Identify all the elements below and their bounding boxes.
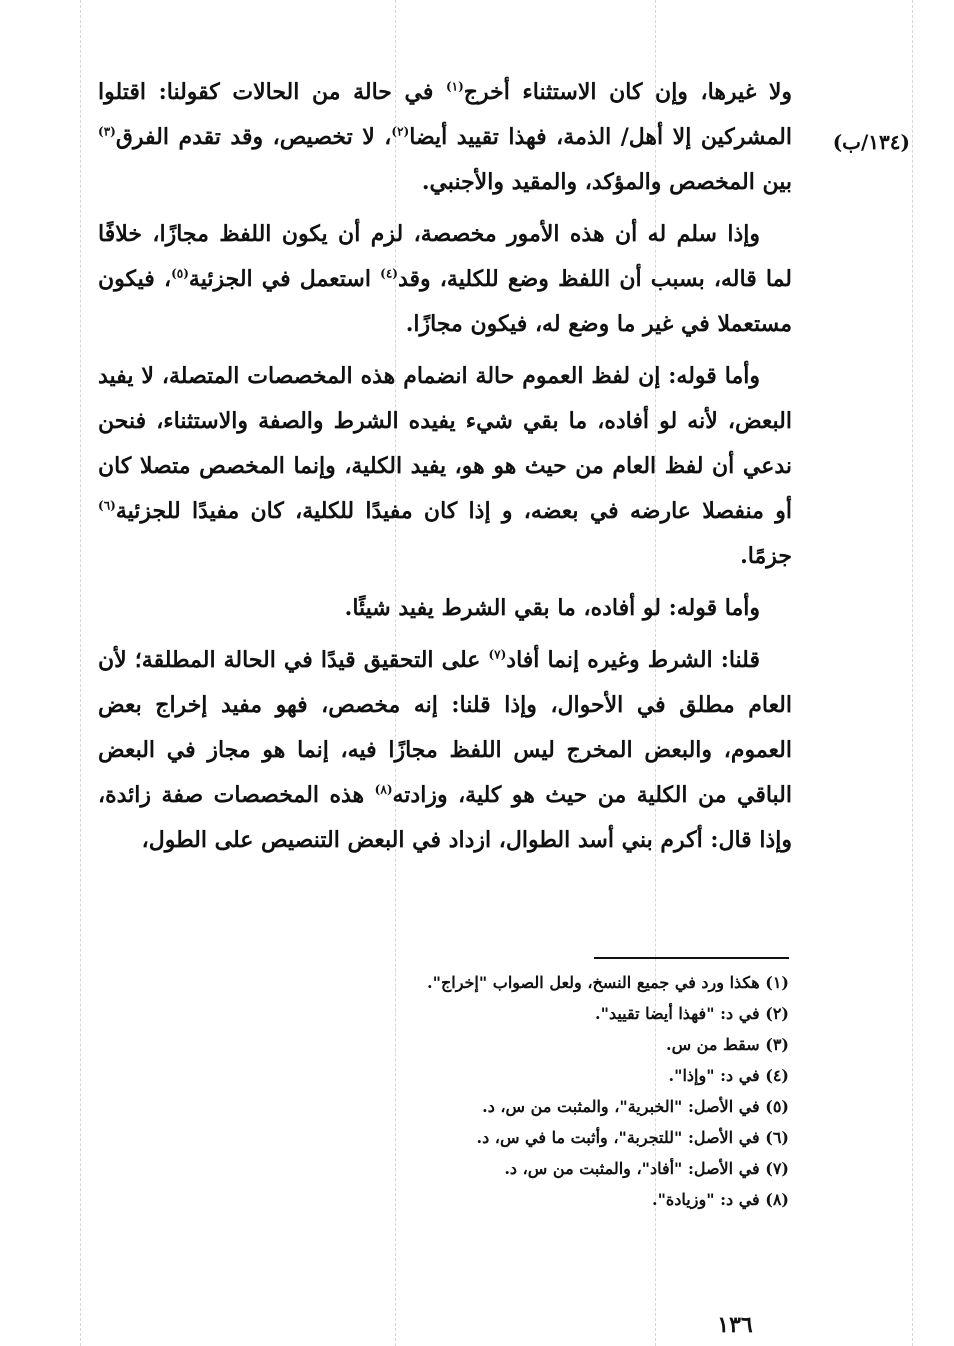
footnote: (٧) في الأصل: "أفاد"، والمثبت من س، د. [504,1159,789,1178]
footnote-reference: (٥) [171,266,189,281]
text-segment: في حالة من الحالات كقولنا: اقتلوا المشركين إلا أهل/ الذمة، فهذا تقييد أيضا [98,79,792,150]
paragraph [98,70,792,205]
folio-margin-note: (١٣٤/ب) [832,130,910,154]
footnote: (٢) في د: "فهذا أيضا تقييد". [595,1004,789,1023]
footnote-separator [594,957,789,959]
text-segment: ، لا تخصيص، وقد تقدم الفرق [115,124,392,150]
paragraph [98,638,792,863]
text-segment: ، فيكون مستعملا في غير ما وضع له، فيكون مجازًا. [98,266,792,337]
footnote-reference: (٧) [488,647,507,662]
text-segment: وإذا سلم له أن هذه الأمور مخصصة، لزم أن يكون اللفظ مجازًا، خلافًا لما قاله، بسبب أن اللفظ وضع للكلية، وقد [98,221,792,292]
page-number: ١٣٦ [717,1312,753,1338]
text-segment: استعمل في الجزئية [188,266,381,292]
footnote-reference: (٤) [380,266,398,281]
page-guide-line [912,0,913,1346]
footnote: (٤) في د: "وإذا". [668,1066,789,1085]
footnote-reference: (٣) [98,124,116,139]
footnote: (٣) سقط من س. [666,1035,789,1054]
text-segment: وأما قوله: إن لفظ العموم حالة انضمام هذه المخصصات المتصلة، لا يفيد البعض، لأنه لو أفاده، ما بقي شيء يفيده الشرط والصفة والاستثناء، فنحن ندعي أن لفظ العام من حيث هو هو، يفيد الكلية، وإنما المخصص متصلا كان أو منفصلا عارضه في بعضه، و إذا كان مفيدًا للكلية، كان مفيدًا للجزئية [98,363,792,524]
text-segment: جزمًا. [740,543,792,569]
footnote-reference: (٢) [391,124,410,139]
paragraph [98,586,792,631]
footnote-reference: (١) [445,79,464,94]
text-segment: هذه المخصصات صفة زائدة، وإذا قال: أكرم بني أسد الطوال، ازداد في البعض التنصيص على الطول، [98,782,792,853]
footnote: (٨) في د: "وزيادة". [652,1190,789,1209]
footnote-reference: (٦) [98,498,116,513]
footnote-reference: (٨) [374,782,393,797]
footnote: (١) هكذا ورد في جميع النسخ، ولعل الصواب "إخراج". [427,973,789,992]
page-guide-line [80,0,81,1346]
text-segment: قلنا: الشرط وغيره إنما أفاد [506,647,760,673]
text-segment: بين المخصص والمؤكد، والمقيد والأجنبي. [421,169,792,195]
footnote: (٦) في الأصل: "للتجربة"، وأثبت ما في س، د. [476,1128,789,1147]
footnotes [269,967,789,1215]
footnote: (٥) في الأصل: "الخبرية"، والمثبت من س، د. [482,1097,789,1116]
text-segment: ولا غيرها، وإن كان الاستثناء أخرج [463,79,792,105]
main-text [98,70,792,863]
paragraph [98,212,792,347]
text-segment: على التحقيق قيدًا في الحالة المطلقة؛ لأن العام مطلق في الأحوال، وإذا قلنا: إنه مخصص، فهو مفيد إخراج بعض العموم، والبعض المخرج ليس اللفظ مجازًا فيه، إنما هو مجاز في البعض الباقي من الكلية من حيث هو كلية، وزادته [98,647,792,808]
paragraph [98,354,792,579]
text-segment: وأما قوله: لو أفاده، ما بقي الشرط يفيد شيئًا. [344,595,760,621]
